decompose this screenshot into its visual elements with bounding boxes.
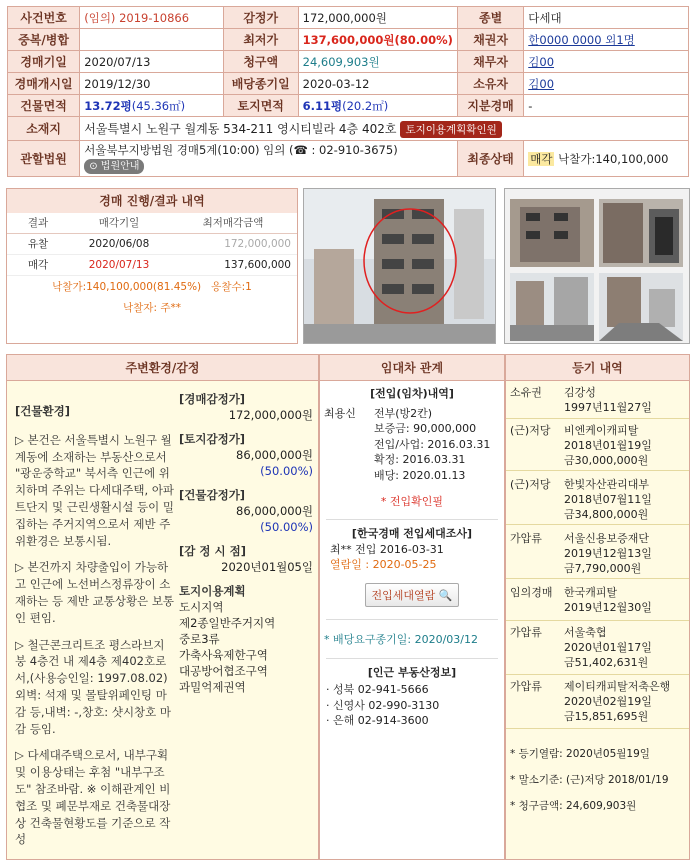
- building-appraisal-value: 86,000,000원: [236, 504, 313, 518]
- case-number-label: 사건번호: [8, 7, 80, 29]
- location-address: 서울특별시 노원구 월계동 534-211 영시티빌라 4층 402호: [84, 121, 397, 136]
- table-row: [7, 254, 297, 275]
- case-number-value: (임의) 2019-10866: [80, 7, 224, 29]
- registry-view-date: * 등기열람: 2020년05월19일: [510, 748, 650, 760]
- land-plan-button[interactable]: 토지이용계획확인원: [400, 121, 501, 138]
- registry-row: [506, 383, 689, 419]
- final-status-tag: 매각: [530, 151, 553, 166]
- tenant-title: 임대차 관계: [320, 355, 504, 381]
- creditor-link[interactable]: 한0000 0000 외1명: [528, 32, 635, 47]
- row-result: 매각: [7, 254, 69, 275]
- location-label: 소재지: [8, 117, 80, 141]
- col-date: 매각기일: [69, 213, 169, 233]
- household-view-label: 전입세대열람: [371, 588, 436, 602]
- environment-text: [15, 403, 175, 858]
- environment-paragraph-1: ▷ 본건은 서울특별시 노원구 월계동에 소재하는 부동산으로서 "광운중학교" 북서측 인근에 위치하며 주위는 다세대주택, 아파트단지 및 근린생활시설 등이 밀집하는 주거지역으로서 제반 주위환경은 보통시됨.: [15, 432, 175, 548]
- registry-date: 2019년12월13일: [564, 547, 652, 560]
- row-result: 유찰: [7, 233, 69, 254]
- main-building-photo[interactable]: [303, 188, 496, 344]
- deadline-value: 2020-03-12: [298, 73, 457, 95]
- auction-progress-panel: [6, 188, 298, 344]
- thumbnail-photo-2[interactable]: [599, 199, 683, 267]
- auction-date-value: 2020/07/13: [80, 51, 224, 73]
- registry-kind: 소유권: [510, 386, 542, 399]
- phone-icon: ☎: [293, 143, 308, 157]
- environment-title: 주변환경/감정: [7, 355, 318, 381]
- registry-amount: 금30,000,000원: [564, 454, 649, 467]
- registry-date: 2018년07월11일: [564, 493, 652, 506]
- movein-confirm-note: * 전입확인필: [380, 494, 444, 508]
- registry-date: 1997년11월27일: [564, 401, 652, 414]
- court-label: 관할법원: [8, 141, 80, 177]
- household-view-button[interactable]: [365, 583, 460, 607]
- registry-holder: 제이티캐피탈저축은행: [564, 680, 671, 693]
- registry-section: [505, 354, 690, 860]
- owner-link[interactable]: 김00: [528, 76, 555, 91]
- debtor-value[interactable]: [524, 51, 689, 73]
- deadline-label: 배당종기일: [223, 73, 298, 95]
- building-appraisal-pct: (50.00%): [260, 520, 313, 534]
- claim-value: 24,609,903원: [298, 51, 457, 73]
- appraisal-values: [179, 387, 313, 695]
- registry-row: [506, 677, 689, 729]
- registry-kind: 가압류: [510, 626, 542, 639]
- registry-holder: 서울축협: [564, 626, 607, 639]
- appraisal-value: 172,000,000원: [298, 7, 457, 29]
- col-result: 결과: [7, 213, 69, 233]
- land-plan-item: 대공방어협조구역: [179, 664, 268, 678]
- registry-date: 2020년01월17일: [564, 641, 652, 654]
- survey-entry: 최** 전입 2016-03-31: [330, 542, 444, 556]
- claim-label: 청구액: [223, 51, 298, 73]
- registry-kind: (근)저당: [510, 424, 551, 437]
- tenant-entry: [320, 406, 504, 490]
- duplicate-value: [80, 29, 224, 51]
- thumbnail-photo-1[interactable]: [510, 199, 594, 267]
- building-area-pyeong: 13.72평: [84, 98, 132, 113]
- tenant-type: 전부(방2칸): [374, 406, 433, 420]
- court-guide-button[interactable]: ⊙ 법원안내: [84, 159, 144, 174]
- agents-heading: [인근 부동산정보]: [367, 665, 457, 679]
- land-plan-item: 도시지역: [179, 600, 224, 614]
- building-area-label: 건물면적: [8, 95, 80, 117]
- bidder-count: 응찰수:1: [211, 280, 252, 293]
- land-plan-item: 중로3류: [179, 632, 220, 646]
- min-price-value: 137,600,000원(80.00%): [298, 29, 457, 51]
- land-area-m2: (20.2㎡): [342, 98, 389, 113]
- dividend-deadline-note: * 배당요구종기일: 2020/03/12: [324, 632, 478, 646]
- tenant-dividend: 배당: 2020.01.13: [374, 468, 466, 482]
- environment-paragraph-4: ▷ 다세대주택으로서, 내부구획 및 이용상태는 후첨 "내부구조도" 참조바람. ※ 이해관계인 비협조 및 폐문부재로 건축물대장상 건축물현황도를 기준으로 작성: [15, 748, 171, 847]
- auction-date-label: 경매기일: [8, 51, 80, 73]
- start-date-label: 경매개시일: [8, 73, 80, 95]
- tenant-deposit: 보증금: 90,000,000: [374, 422, 477, 436]
- final-status-value: [524, 141, 689, 177]
- location-value: [80, 117, 689, 141]
- tenant-section: [319, 354, 505, 860]
- registry-kind: 가압류: [510, 680, 542, 693]
- land-area-label: 토지면적: [223, 95, 298, 117]
- survey-view-date: 열람일 : 2020-05-25: [330, 558, 437, 572]
- registry-row: [506, 623, 689, 675]
- registry-amount: 금7,790,000원: [564, 562, 642, 575]
- debtor-label: 채무자: [457, 51, 523, 73]
- row-date: 2020/07/13: [69, 254, 169, 275]
- agent-item: · 성북 02-941-5666: [326, 683, 429, 697]
- land-area-value: [298, 95, 457, 117]
- registry-row: [506, 475, 689, 525]
- tenant-list-heading: [전입(임차)내역]: [370, 387, 454, 400]
- registry-title: 등기 내역: [506, 355, 689, 381]
- registry-row: [506, 529, 689, 579]
- owner-value[interactable]: [524, 73, 689, 95]
- registry-date: 2018년01월19일: [564, 439, 652, 452]
- creditor-value[interactable]: [524, 29, 689, 51]
- court-text: 서울북부지방법원 경매5계(10:00) 임의 (: [84, 143, 294, 157]
- thumbnail-photo-4[interactable]: [599, 273, 683, 341]
- registry-kind: (근)저당: [510, 478, 551, 491]
- court-phone: : 02-910-3675): [307, 143, 398, 157]
- land-plan-item: 가축사육제한구역: [179, 648, 268, 662]
- winner: 낙찰자: 주**: [123, 301, 181, 314]
- progress-title: 경매 진행/결과 내역: [7, 189, 297, 213]
- environment-appraisal-section: [6, 354, 319, 860]
- land-plan-label: 토지이용계획: [179, 584, 246, 598]
- land-appraisal-pct: (50.00%): [260, 464, 313, 478]
- building-appraisal-label: [건물감정가]: [179, 488, 246, 502]
- registry-row: [506, 583, 689, 621]
- registry-notes: [510, 741, 669, 819]
- court-value: [80, 141, 458, 177]
- type-value: 다세대: [524, 7, 689, 29]
- tenant-movein: 전입/사업: 2016.03.31: [374, 437, 491, 451]
- progress-table: [7, 213, 297, 276]
- building-area-value: [80, 95, 224, 117]
- min-price-label: 최저가: [223, 29, 298, 51]
- search-icon: 🔍: [438, 588, 453, 602]
- case-info-table: [7, 6, 689, 177]
- tenant-fixed-date: 확정: 2016.03.31: [374, 453, 466, 467]
- owner-label: 소유자: [457, 73, 523, 95]
- registry-claim-amount: * 청구금액: 24,609,903원: [510, 800, 637, 812]
- registry-holder: 한빛자산관리대부: [564, 478, 650, 491]
- share-auction-value: -: [524, 95, 689, 117]
- appraisal-label: 감정가: [223, 7, 298, 29]
- registry-date: 2020년02월19일: [564, 695, 652, 708]
- tenant-name: 최용신: [324, 406, 356, 420]
- registry-holder: 비엔케이캐피탈: [564, 424, 639, 437]
- debtor-link[interactable]: 김00: [528, 54, 555, 69]
- appraisal-time-label: [감 정 시 점]: [179, 544, 246, 558]
- registry-holder: 한국캐피탈: [564, 586, 618, 599]
- start-date-value: 2019/12/30: [80, 73, 224, 95]
- winning-bid-line: [7, 279, 297, 294]
- creditor-label: 채권자: [457, 29, 523, 51]
- row-date: 2020/06/08: [69, 233, 169, 254]
- registry-kind: 가압류: [510, 532, 542, 545]
- registry-kind: 임의경매: [510, 586, 553, 599]
- land-appraisal-value: 86,000,000원: [236, 448, 313, 462]
- photo-thumbnails: [504, 188, 690, 344]
- building-photo-image: [304, 189, 496, 344]
- environment-paragraph-2: ▷ 본건까지 차량출입이 가능하고 인근에 노선버스정류장이 소재하는 등 제반 교통상황은 보통인 편임.: [15, 560, 175, 625]
- duplicate-label: 중복/병합: [8, 29, 80, 51]
- registry-row: [506, 421, 689, 471]
- col-min-price: 최저매각금액: [169, 213, 297, 233]
- final-status-label: 최종상태: [457, 141, 523, 177]
- row-min: 172,000,000: [169, 233, 297, 254]
- registry-amount: 금51,402,631원: [564, 656, 649, 669]
- survey-heading: [한국경매 전입세대조사]: [351, 527, 473, 541]
- environment-paragraph-3: ▷ 철근콘크리트조 평스라브지붕 4층건 내 제4층 제402호로서,(사용승인일: 1997.08.02)외벽: 석재 및 몰탈위페인팅 마감 등,내벽: -,창호: 샷시창호 마감 등임.: [15, 637, 172, 736]
- final-status-price: 낙찰가:140,100,000: [558, 151, 669, 166]
- land-appraisal-label: [토지감정가]: [179, 432, 246, 446]
- court-guide-label: 법원안내: [100, 161, 140, 172]
- registry-holder: 서울신용보증재단: [564, 532, 650, 545]
- tenant-details: [374, 406, 504, 484]
- appraisal-time-value: 2020년01월05일: [221, 560, 313, 574]
- type-label: 종별: [457, 7, 523, 29]
- row-min: 137,600,000: [169, 254, 297, 275]
- registry-date: 2019년12월30일: [564, 601, 652, 614]
- environment-heading: [건물환경]: [15, 404, 70, 418]
- table-row: [7, 233, 297, 254]
- land-area-pyeong: 6.11평: [302, 98, 343, 113]
- registry-holder: 김강성: [564, 386, 596, 399]
- auction-appraisal-value: 172,000,000원: [228, 408, 313, 422]
- agent-item: · 신영사 02-990-3130: [326, 698, 440, 712]
- auction-appraisal-label: [경매감정가]: [179, 392, 246, 406]
- thumbnail-photo-3[interactable]: [510, 273, 594, 341]
- registry-amount: 금34,800,000원: [564, 508, 649, 521]
- registry-amount: 금15,851,695원: [564, 710, 649, 723]
- registry-extinction-basis: * 말소기준: (근)저당 2018/01/19: [510, 774, 669, 786]
- land-plan-item: 제2종일반주거지역: [179, 616, 276, 630]
- building-area-m2: (45.36㎡): [131, 98, 186, 113]
- share-auction-label: 지분경매: [457, 95, 523, 117]
- agent-item: · 은해 02-914-3600: [326, 714, 429, 728]
- winning-bid: 낙찰가:140,100,000(81.45%): [52, 280, 202, 293]
- land-plan-item: 과밀억제권역: [179, 680, 246, 694]
